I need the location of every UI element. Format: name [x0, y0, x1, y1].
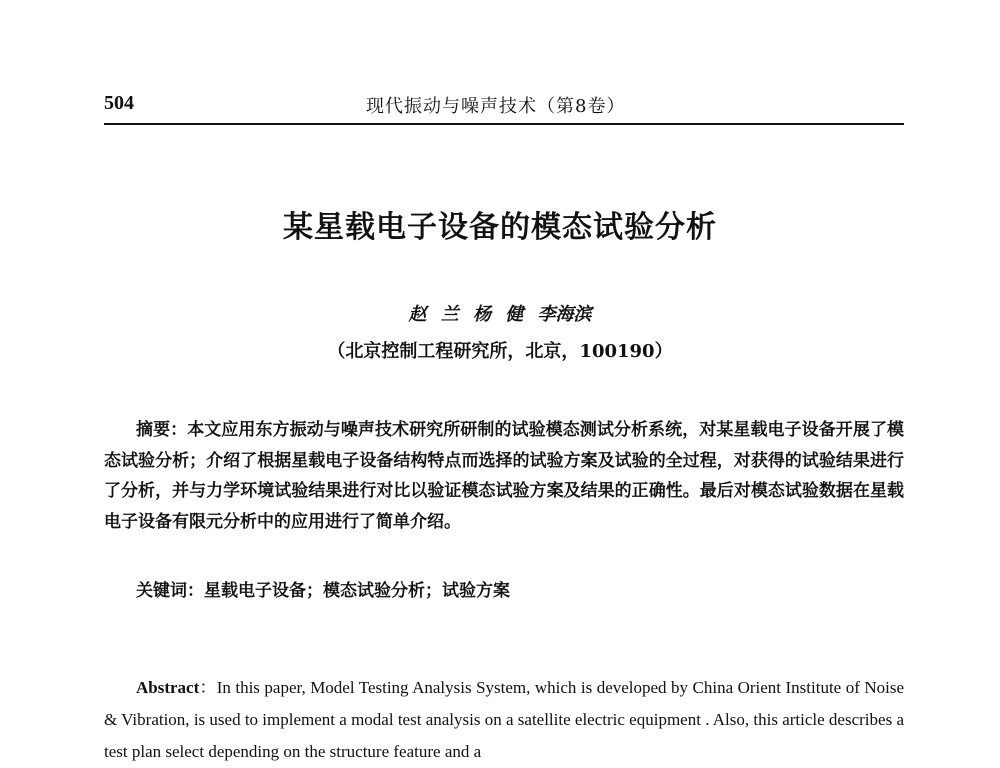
- chinese-abstract: [104, 415, 904, 537]
- paper-authors: 赵 兰 杨 健 李海滨: [408, 304, 592, 325]
- english-abstract: [104, 672, 904, 768]
- english-abstract-text: ：In this paper, Model Testing Analysis System, which is developed by China Orient Institute of Noise & Vibration, is used to implement a modal test analysis on a satellite electric equipment . Also, this article describes a test plan select depending on the structure feature and a: [104, 678, 904, 761]
- journal-title: 现代振动与噪声技术（第8卷）: [366, 96, 626, 117]
- running-header: [104, 92, 904, 118]
- english-abstract-label: Abstract: [136, 678, 200, 697]
- page-number: 504: [104, 92, 134, 114]
- paper-affiliation: （北京控制工程研究所，北京，100190）: [327, 341, 673, 362]
- header-rule: [104, 123, 904, 125]
- chinese-keywords-label: 关键词：: [136, 581, 204, 601]
- chinese-keywords: [136, 576, 904, 601]
- paper-title: 某星载电子设备的模态试验分析: [283, 210, 717, 245]
- chinese-abstract-text: 本文应用东方振动与噪声技术研究所研制的试验模态测试分析系统，对某星载电子设备开展了模态试验分析；介绍了根据星载电子设备结构特点而选择的试验方案及试验的全过程，对获得的试验结果进行了分析，并与力学环境试验结果进行对比以验证模态试验方案及结果的正确性。最后对模态试验数据在星载电子设备有限元分析中的应用进行了简单介绍。: [104, 420, 905, 532]
- chinese-abstract-label: 摘要：: [136, 420, 188, 440]
- chinese-keywords-text: 星载电子设备；模态试验分析；试验方案: [204, 581, 510, 601]
